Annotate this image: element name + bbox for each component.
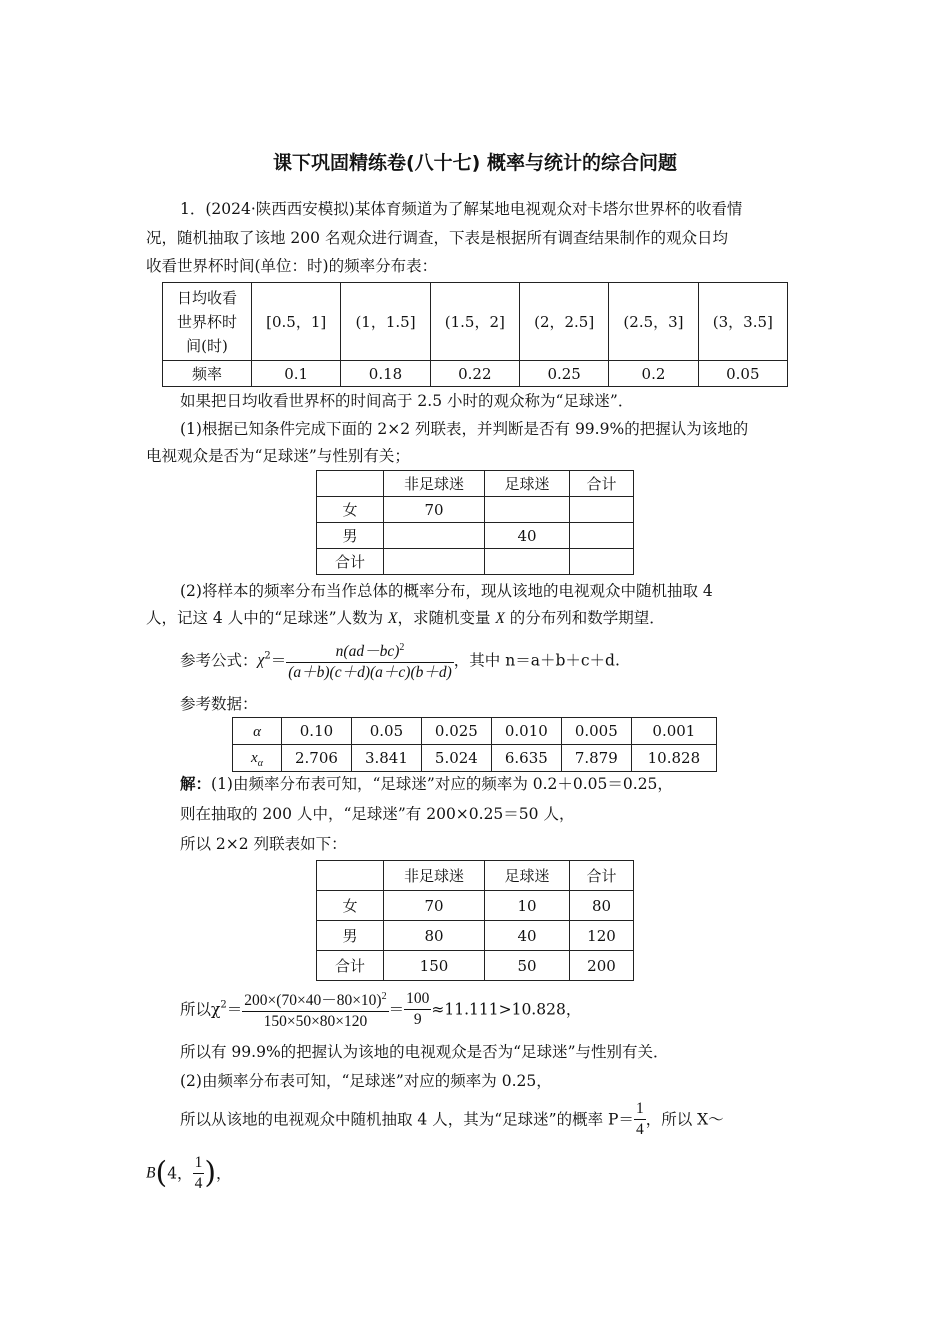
table-cell: 50: [485, 951, 570, 981]
frequency-cell: 0.05: [698, 361, 787, 387]
alpha-cell: 0.05: [351, 718, 421, 745]
table-cell: [485, 549, 570, 575]
table-header-cell: 非足球迷: [384, 471, 485, 497]
table-header-cell: 足球迷: [485, 861, 570, 891]
reference-formula: [180, 638, 620, 683]
table-header-cell: [163, 283, 252, 361]
text-span: 人，记这 4 人中的“足球迷”人数为: [146, 609, 388, 627]
probability-fraction: [634, 1099, 646, 1140]
text-span: ，求随机变量: [397, 609, 496, 627]
probability-line: [180, 1099, 724, 1140]
table-cell: [570, 497, 634, 523]
fraction-numerator: [242, 987, 388, 1011]
equals-sign: ＝: [270, 651, 287, 670]
variable-x: X: [388, 610, 398, 627]
solution-line: 所以有 99.9%的把握认为该地的电视观众是否为“足球迷”与性别有关．: [180, 1043, 669, 1061]
problem-text-line: 收看世界杯时间(单位：时)的频率分布表：: [146, 257, 438, 275]
chi-square-calculation: [180, 987, 581, 1032]
text-span: 的分布列和数学期望．: [504, 609, 665, 627]
alpha-label-cell: [233, 718, 282, 745]
interval-cell: (2，2.5]: [519, 283, 608, 361]
question-1-line: 电视观众是否为“足球迷”与性别有关；: [146, 447, 410, 465]
binomial-fraction: [193, 1153, 205, 1194]
exponent: 2: [264, 650, 271, 662]
row-label-cell: 频率: [163, 361, 252, 387]
question-2-line: (2)将样本的频率分布当作总体的概率分布，现从该地的电视观众中随机抽取 4: [180, 582, 713, 600]
table-cell: [384, 523, 485, 549]
solution-line: 所以 2×2 列联表如下：: [180, 835, 347, 853]
fraction-numerator: 100: [406, 990, 430, 1008]
chi-symbol: χ: [257, 651, 265, 669]
interval-cell: (2.5，3]: [609, 283, 698, 361]
solution-line: (2)由频率分布表可知，“足球迷”对应的频率为 0.25，: [180, 1072, 552, 1090]
header-label: 日均收看: [176, 288, 237, 307]
table-cell: 女: [317, 497, 384, 523]
alpha-cell: 0.001: [631, 718, 716, 745]
exponent: 2: [220, 999, 227, 1011]
solution-label: 解：: [180, 774, 212, 793]
text-span: 所以χ: [180, 1000, 221, 1019]
table-cell: 70: [384, 891, 485, 921]
interval-cell: (1，1.5]: [341, 283, 430, 361]
alpha-subscript: α: [257, 757, 263, 769]
fraction-numerator: 1: [635, 1100, 644, 1117]
table-cell: 10: [485, 891, 570, 921]
table-cell: 男: [317, 921, 384, 951]
header-label: 世界杯时: [176, 312, 237, 331]
text-span: ，: [216, 1164, 232, 1183]
blank-contingency-table: [316, 470, 634, 575]
right-paren: ): [204, 1155, 217, 1191]
table-cell: 合计: [317, 549, 384, 575]
left-paren: (: [155, 1155, 168, 1191]
table-cell: 70: [384, 497, 485, 523]
formula-fraction: [286, 638, 454, 683]
chi-fraction: [242, 987, 388, 1032]
binomial-symbol: B: [146, 1164, 156, 1182]
denominator-text: (a＋b)(c＋d)(a＋c)(b＋d): [288, 664, 452, 682]
variable-x: X: [495, 610, 505, 627]
numerator-text: n(ad－bc): [335, 643, 400, 661]
equals-sign: ＝: [388, 1000, 405, 1019]
x-cell: 2.706: [282, 745, 352, 772]
x-cell: 3.841: [351, 745, 421, 772]
alpha-cell: 0.10: [282, 718, 352, 745]
fraction-denominator: 9: [404, 1009, 431, 1030]
frequency-cell: 0.25: [519, 361, 608, 387]
fraction-numerator: 1: [194, 1154, 203, 1171]
fraction-denominator: 150×50×80×120: [242, 1011, 388, 1032]
frequency-cell: 0.18: [341, 361, 430, 387]
fraction-denominator: 4: [635, 1121, 644, 1138]
question-2-line: [146, 607, 665, 630]
alpha-cell: 0.010: [491, 718, 561, 745]
interval-cell: [0.5，1]: [252, 283, 341, 361]
x-cell: 6.635: [491, 745, 561, 772]
reference-data-label: 参考数据：: [180, 695, 258, 713]
x-cell: 10.828: [631, 745, 716, 772]
solution-line: 则在抽取的 200 人中，“足球迷”有 200×0.25＝50 人，: [180, 805, 575, 823]
text-span: 4，: [167, 1164, 193, 1183]
problem-text-line: 况，随机抽取了该地 200 名观众进行调查，下表是根据所有调查结果制作的观众日均: [146, 229, 728, 247]
table-cell: 合计: [317, 951, 384, 981]
text-span: (1)由频率分布表可知，“足球迷”对应的频率为 0.2＋0.05＝0.25，: [211, 775, 673, 793]
interval-cell: (3，3.5]: [698, 283, 787, 361]
exponent: 2: [399, 642, 405, 653]
table-cell: 40: [485, 921, 570, 951]
alpha-cell: 0.025: [421, 718, 491, 745]
text-span: ≈11.111>10.828，: [431, 1000, 582, 1019]
table-cell: 150: [384, 951, 485, 981]
solution-line: [180, 773, 673, 795]
table-cell: 男: [317, 523, 384, 549]
x-cell: 5.024: [421, 745, 491, 772]
fraction-denominator: 4: [194, 1175, 203, 1192]
x-symbol: x: [251, 749, 258, 766]
frequency-cell: 0.22: [430, 361, 519, 387]
table-cell: 120: [570, 921, 634, 951]
table-cell: 80: [384, 921, 485, 951]
header-label: 间(时): [186, 336, 228, 355]
binomial-line: [146, 1153, 232, 1194]
filled-contingency-table: [316, 860, 634, 981]
table-cell: [570, 523, 634, 549]
table-cell: 80: [570, 891, 634, 921]
table-header-cell: [317, 471, 384, 497]
text-span: ，所以 X～: [645, 1110, 724, 1129]
table-cell: 40: [485, 523, 570, 549]
x-cell: 7.879: [561, 745, 631, 772]
table-cell: 女: [317, 891, 384, 921]
table-cell: [384, 549, 485, 575]
formula-tail: ，其中 n＝a＋b＋c＋d.: [453, 651, 620, 670]
definition-line: 如果把日均收看世界杯的时间高于 2.5 小时的观众称为“足球迷”．: [180, 392, 634, 410]
frequency-table: [162, 282, 788, 387]
frequency-cell: 0.1: [252, 361, 341, 387]
numerator-text: 200×(70×40－80×10): [244, 992, 382, 1010]
table-header-cell: 足球迷: [485, 471, 570, 497]
formula-denominator: [286, 662, 454, 683]
x-label-cell: [233, 745, 282, 772]
table-cell: [485, 497, 570, 523]
result-fraction: [404, 989, 431, 1030]
text-span: 所以从该地的电视观众中随机抽取 4 人，其为“足球迷”的概率 P＝: [180, 1110, 634, 1129]
formula-numerator: [286, 638, 454, 662]
table-header-cell: [317, 861, 384, 891]
table-header-cell: 合计: [570, 861, 634, 891]
interval-cell: (1.5，2]: [430, 283, 519, 361]
frequency-cell: 0.2: [609, 361, 698, 387]
problem-text-line: 1．(2024·陕西西安模拟)某体育频道为了解某地电视观众对卡塔尔世界杯的收看情: [180, 200, 743, 218]
alpha-symbol: α: [253, 723, 261, 740]
table-cell: 200: [570, 951, 634, 981]
page-title: 课下巩固精练卷(八十七) 概率与统计的综合问题: [273, 152, 677, 174]
formula-label: 参考公式：: [180, 651, 258, 670]
question-1-line: (1)根据已知条件完成下面的 2×2 列联表，并判断是否有 99.9%的把握认为该地的: [180, 420, 749, 438]
critical-value-table: [232, 717, 717, 772]
alpha-cell: 0.005: [561, 718, 631, 745]
exponent: 2: [381, 991, 387, 1002]
table-header-cell: 非足球迷: [384, 861, 485, 891]
table-header-cell: 合计: [570, 471, 634, 497]
table-cell: [570, 549, 634, 575]
equals-sign: ＝: [226, 1000, 243, 1019]
